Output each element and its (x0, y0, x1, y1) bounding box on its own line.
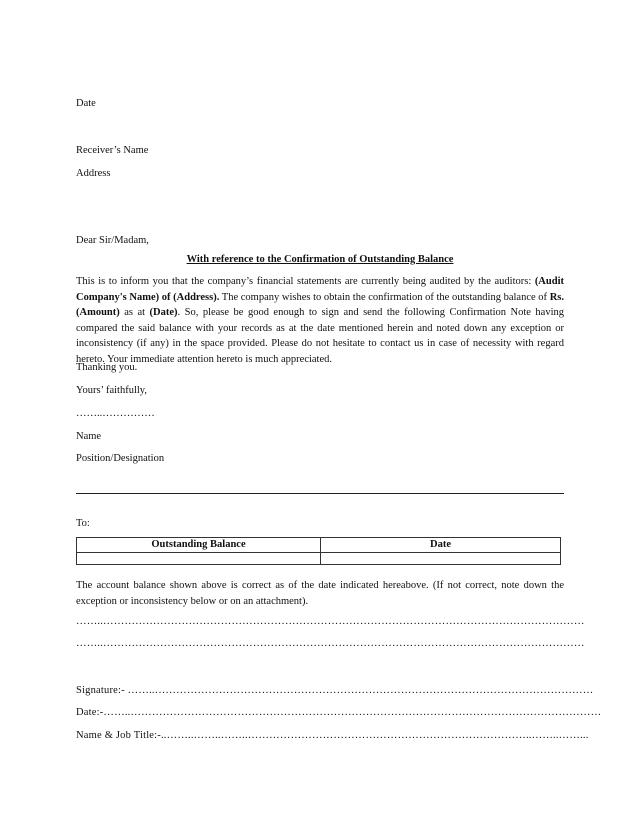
header-date: Date (321, 538, 561, 553)
balance-table (76, 537, 561, 565)
position-label: Position/Designation (76, 453, 165, 464)
body-text-1: This is to inform you that the company’s financial statements are currently being audited by the auditors: (76, 276, 535, 287)
date-label: Date (76, 98, 96, 109)
body-text-3: as at (119, 307, 150, 318)
table-header-row (77, 538, 561, 553)
address-label: Address (76, 168, 111, 179)
body-text-2: The company wishes to obtain the confirmation of the outstanding balance of (219, 291, 550, 303)
thanks-line: Thanking you. (76, 362, 138, 373)
auditor-placeholder: (Audit Company's Name) of (Address). (76, 276, 564, 303)
salutation: Dear Sir/Madam, (76, 235, 149, 246)
body-paragraph (76, 274, 564, 367)
closing-line: Yours’ faithfully, (76, 385, 147, 396)
amount-placeholder: Rs. (Amount) (76, 291, 564, 318)
signature-dots: ……..…………… (76, 408, 155, 419)
subject-heading: With reference to the Confirmation of Outstanding Balance (186, 254, 454, 265)
balance-cell[interactable] (77, 553, 321, 565)
exception-line-1: ……..……………………………………………………………………………………………………………………… (76, 616, 585, 627)
table-row (77, 553, 561, 565)
header-outstanding-balance: Outstanding Balance (77, 538, 321, 553)
name-label: Name (76, 431, 102, 442)
exception-line-2: ……..……………………………………………………………………………………………………………………… (76, 638, 585, 649)
divider-rule (76, 493, 564, 494)
receiver-name: Receiver’s Name (76, 145, 149, 156)
date-placeholder: (Date) (149, 307, 178, 318)
date-cell[interactable] (321, 553, 561, 565)
date-line: Date:-……..…………………………………………………………………………………………………………………… (76, 707, 602, 718)
to-label: To: (76, 518, 90, 529)
signature-line: Signature:- ……..…………………………………………………………………………………………………………… (76, 685, 594, 696)
name-job-title-line: Name & Job Title:-..……..……..……..……………………………………………………………………..……..……... (76, 730, 589, 741)
body-text-4: . So, please be good enough to sign and send the following Confirmation Note having compared the said balance with your records as at the date mentioned herein and noted down any exception or inconsistency (if any) in the space provided. Please do not hesitate to contact us in case of necessity with regard hereto. Your immediate attention hereto is much appreciated. (76, 307, 564, 365)
confirmation-note: The account balance shown above is correct as of the date indicated hereabove. (If not correct, note down the exception or inconsistency below or on an attachment). (76, 580, 564, 607)
